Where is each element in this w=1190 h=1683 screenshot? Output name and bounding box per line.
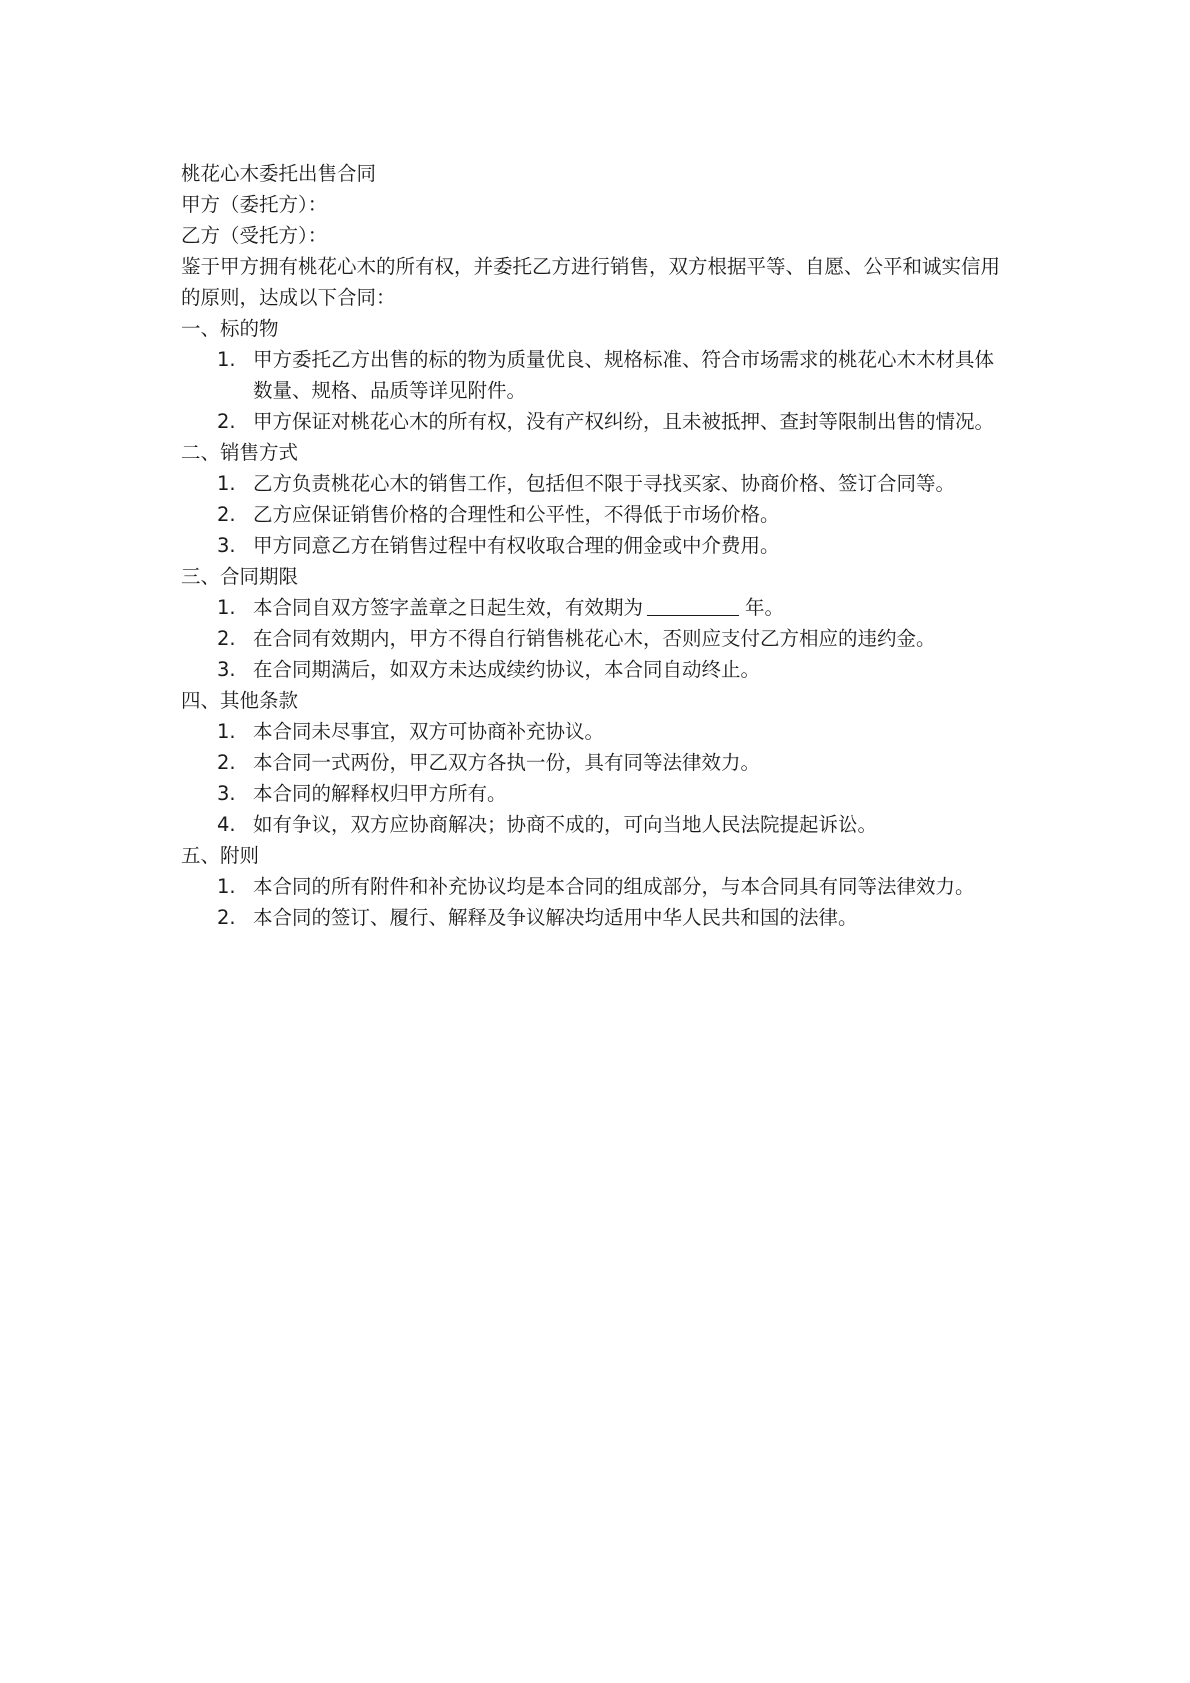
- list-item-number: 1.: [217, 720, 236, 743]
- list-item-text: 本合同一式两份，甲乙双方各执一份，具有同等法律效力。: [253, 751, 761, 774]
- list-item-text: 甲方保证对桃花心木的所有权，没有产权纠纷，且未被抵押、查封等限制出售的情况。: [253, 410, 995, 433]
- list-item-text: 本合同的签订、履行、解释及争议解决均适用中华人民共和国的法律。: [253, 906, 858, 929]
- list-item-text: 乙方应保证销售价格的合理性和公平性，不得低于市场价格。: [253, 503, 780, 526]
- section-heading-subject-matter: 一、标的物: [181, 317, 279, 340]
- list-item-number: 2.: [217, 751, 236, 774]
- list-item: [181, 592, 1021, 623]
- list-item-number: 2.: [217, 410, 236, 433]
- section-heading-supplementary: 五、附则: [181, 844, 260, 867]
- section-3-list: [181, 592, 1021, 685]
- list-item: [181, 468, 1021, 499]
- list-item-number: 4.: [217, 813, 236, 836]
- list-item: [181, 499, 1021, 530]
- section-2-list: [181, 468, 1021, 561]
- list-item-text: 在合同有效期内，甲方不得自行销售桃花心木，否则应支付乙方相应的违约金。: [253, 627, 936, 650]
- list-item: [181, 902, 1021, 933]
- list-item-text: 甲方委托乙方出售的标的物为质量优良、规格标准、符合市场需求的桃花心木木材具体数量、规格、品质等详见附件。: [253, 348, 995, 402]
- list-item-number: 1.: [217, 348, 236, 371]
- list-item-text: 如有争议，双方应协商解决；协商不成的，可向当地人民法院提起诉讼。: [253, 813, 878, 836]
- list-item: [181, 344, 1021, 406]
- list-item-number: 3.: [217, 782, 236, 805]
- section-5-list: [181, 871, 1021, 933]
- section-4-list: [181, 716, 1021, 840]
- list-item: [181, 747, 1021, 778]
- list-item-text: 本合同的所有附件和补充协议均是本合同的组成部分，与本合同具有同等法律效力。: [253, 875, 975, 898]
- list-item: [181, 809, 1021, 840]
- list-item: [181, 530, 1021, 561]
- list-item-number: 1.: [217, 472, 236, 495]
- document-body: [181, 158, 1021, 933]
- list-item-number: 2.: [217, 906, 236, 929]
- section-heading-other-terms: 四、其他条款: [181, 689, 299, 712]
- list-item-number: 1.: [217, 875, 236, 898]
- list-item-text: 乙方负责桃花心木的销售工作，包括但不限于寻找买家、协商价格、签订合同等。: [253, 472, 956, 495]
- list-item-text: 在合同期满后，如双方未达成续约协议，本合同自动终止。: [253, 658, 761, 681]
- section-heading-sales-method: 二、销售方式: [181, 441, 299, 464]
- term-text-after: 年。: [745, 596, 785, 619]
- list-item-number: 3.: [217, 534, 236, 557]
- list-item-text: 本合同的解释权归甲方所有。: [253, 782, 507, 805]
- term-text-before: 本合同自双方签字盖章之日起生效，有效期为: [253, 596, 644, 619]
- list-item: [181, 778, 1021, 809]
- list-item-number: 2.: [217, 627, 236, 650]
- list-item: [181, 716, 1021, 747]
- list-item-number: 2.: [217, 503, 236, 526]
- party-b-line: 乙方（受托方）：: [181, 224, 328, 247]
- section-1-list: [181, 344, 1021, 437]
- list-item: [181, 406, 1021, 437]
- list-item-text: 本合同未尽事宜，双方可协商补充协议。: [253, 720, 605, 743]
- document-title: 桃花心木委托出售合同: [181, 162, 377, 185]
- list-item-text: 甲方同意乙方在销售过程中有权收取合理的佣金或中介费用。: [253, 534, 780, 557]
- preamble-paragraph: 鉴于甲方拥有桃花心木的所有权，并委托乙方进行销售，双方根据平等、自愿、公平和诚实信用的原则，达成以下合同：: [181, 255, 1001, 309]
- list-item-number: 1.: [217, 596, 236, 619]
- party-a-line: 甲方（委托方）：: [181, 193, 328, 216]
- term-years-blank: [647, 595, 739, 616]
- section-heading-contract-term: 三、合同期限: [181, 565, 299, 588]
- list-item: [181, 623, 1021, 654]
- list-item: [181, 871, 1021, 902]
- list-item: [181, 654, 1021, 685]
- list-item-text: [253, 592, 1013, 623]
- list-item-number: 3.: [217, 658, 236, 681]
